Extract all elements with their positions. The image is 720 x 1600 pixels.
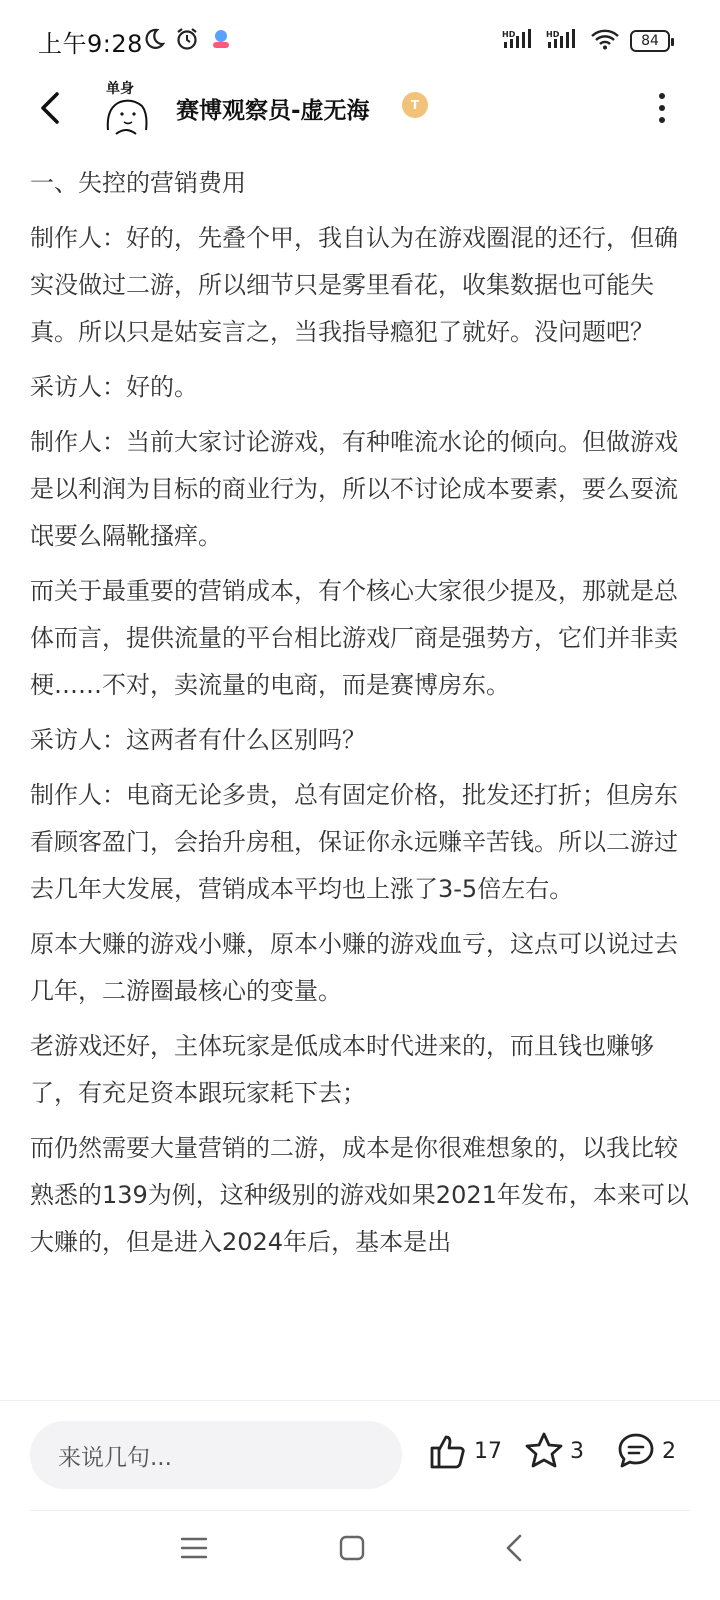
more-dot — [659, 105, 665, 111]
home-square-icon — [339, 1535, 365, 1561]
menu-icon — [180, 1536, 208, 1560]
nav-menu-button[interactable] — [174, 1528, 214, 1568]
like-button[interactable] — [428, 1431, 502, 1471]
chevron-left-icon — [39, 91, 61, 125]
more-dot — [659, 117, 665, 123]
favorite-count: 3 — [570, 1438, 584, 1464]
wifi-icon — [590, 28, 620, 54]
comment-input[interactable]: 来说几句... — [30, 1421, 402, 1489]
more-button[interactable] — [650, 90, 674, 126]
status-time: 上午9:28 — [38, 30, 143, 58]
author-name[interactable]: 赛博观察员-虚无海 — [176, 98, 370, 124]
nav-home-button[interactable] — [332, 1528, 372, 1568]
article-paragraph: 制作人：好的，先叠个甲，我自认为在游戏圈混的还行，但确实没做过二游，所以细节只是雾里看花，收集数据也可能失真。所以只是姑妄言之，当我指导瘾犯了就好。没问题吧？ — [30, 224, 678, 346]
battery-icon — [630, 30, 670, 52]
status-bar — [0, 0, 720, 80]
article-body — [30, 160, 692, 1396]
more-dot — [659, 93, 665, 99]
bottom-action-bar — [0, 1400, 720, 1510]
nav-back-button[interactable] — [494, 1528, 534, 1568]
article-paragraph: 采访人：这两者有什么区别吗？ — [30, 726, 366, 754]
app-notification-icon — [208, 26, 234, 56]
avatar-figure-icon — [98, 78, 156, 140]
star-icon — [524, 1431, 564, 1471]
avatar-tag: 单身 — [106, 81, 134, 97]
article-heading: 一、失控的营销费用 — [30, 169, 246, 197]
svg-text:HD: HD — [546, 30, 560, 39]
article-paragraph: 而仍然需要大量营销的二游，成本是你很难想象的，以我比较熟悉的139为例，这种级别的游戏如果2021年发布，本来可以大赚的，但是进入2024年后，基本是出 — [30, 1134, 689, 1256]
author-avatar[interactable] — [98, 78, 156, 140]
article-paragraph: 制作人：当前大家讨论游戏，有种唯流水论的倾向。但做游戏是以利润为目标的商业行为，所以不讨论成本要素，要么耍流氓要么隔靴搔痒。 — [30, 428, 678, 550]
svg-text:HD: HD — [502, 30, 516, 39]
status-icons-right — [502, 28, 670, 54]
article-paragraph: 制作人：电商无论多贵，总有固定价格，批发还打折；但房东看顾客盈门，会抬升房租，保证你永远赚辛苦钱。所以二游过去几年大发展，营销成本平均也上涨了3-5倍左右。 — [30, 781, 678, 903]
article-paragraph: 采访人：好的。 — [30, 373, 198, 401]
article-paragraph: 老游戏还好，主体玩家是低成本时代进来的，而且钱也赚够了，有充足资本跟玩家耗下去； — [30, 1032, 654, 1107]
system-nav-bar — [0, 1500, 720, 1600]
like-count: 17 — [474, 1438, 502, 1464]
moon-icon — [142, 27, 166, 55]
comment-count: 2 — [662, 1438, 676, 1464]
back-button[interactable] — [30, 88, 70, 128]
hd-signal-icon — [502, 28, 536, 54]
level-badge: T — [402, 92, 428, 118]
post-header — [0, 76, 720, 138]
battery-level: 84 — [641, 33, 659, 49]
thumbs-up-icon — [428, 1431, 468, 1471]
comment-bubble-icon — [616, 1431, 656, 1471]
back-triangle-icon — [505, 1534, 523, 1562]
favorite-button[interactable] — [524, 1431, 584, 1471]
comment-button[interactable] — [616, 1431, 676, 1471]
alarm-icon — [174, 26, 200, 56]
hd-signal-icon — [546, 28, 580, 54]
status-icons-left — [142, 26, 234, 56]
article-paragraph: 而关于最重要的营销成本，有个核心大家很少提及，那就是总体而言，提供流量的平台相比游戏厂商是强势方，它们并非卖梗……不对，卖流量的电商，而是赛博房东。 — [30, 577, 678, 699]
article-paragraph: 原本大赚的游戏小赚，原本小赚的游戏血亏，这点可以说过去几年，二游圈最核心的变量。 — [30, 930, 678, 1005]
